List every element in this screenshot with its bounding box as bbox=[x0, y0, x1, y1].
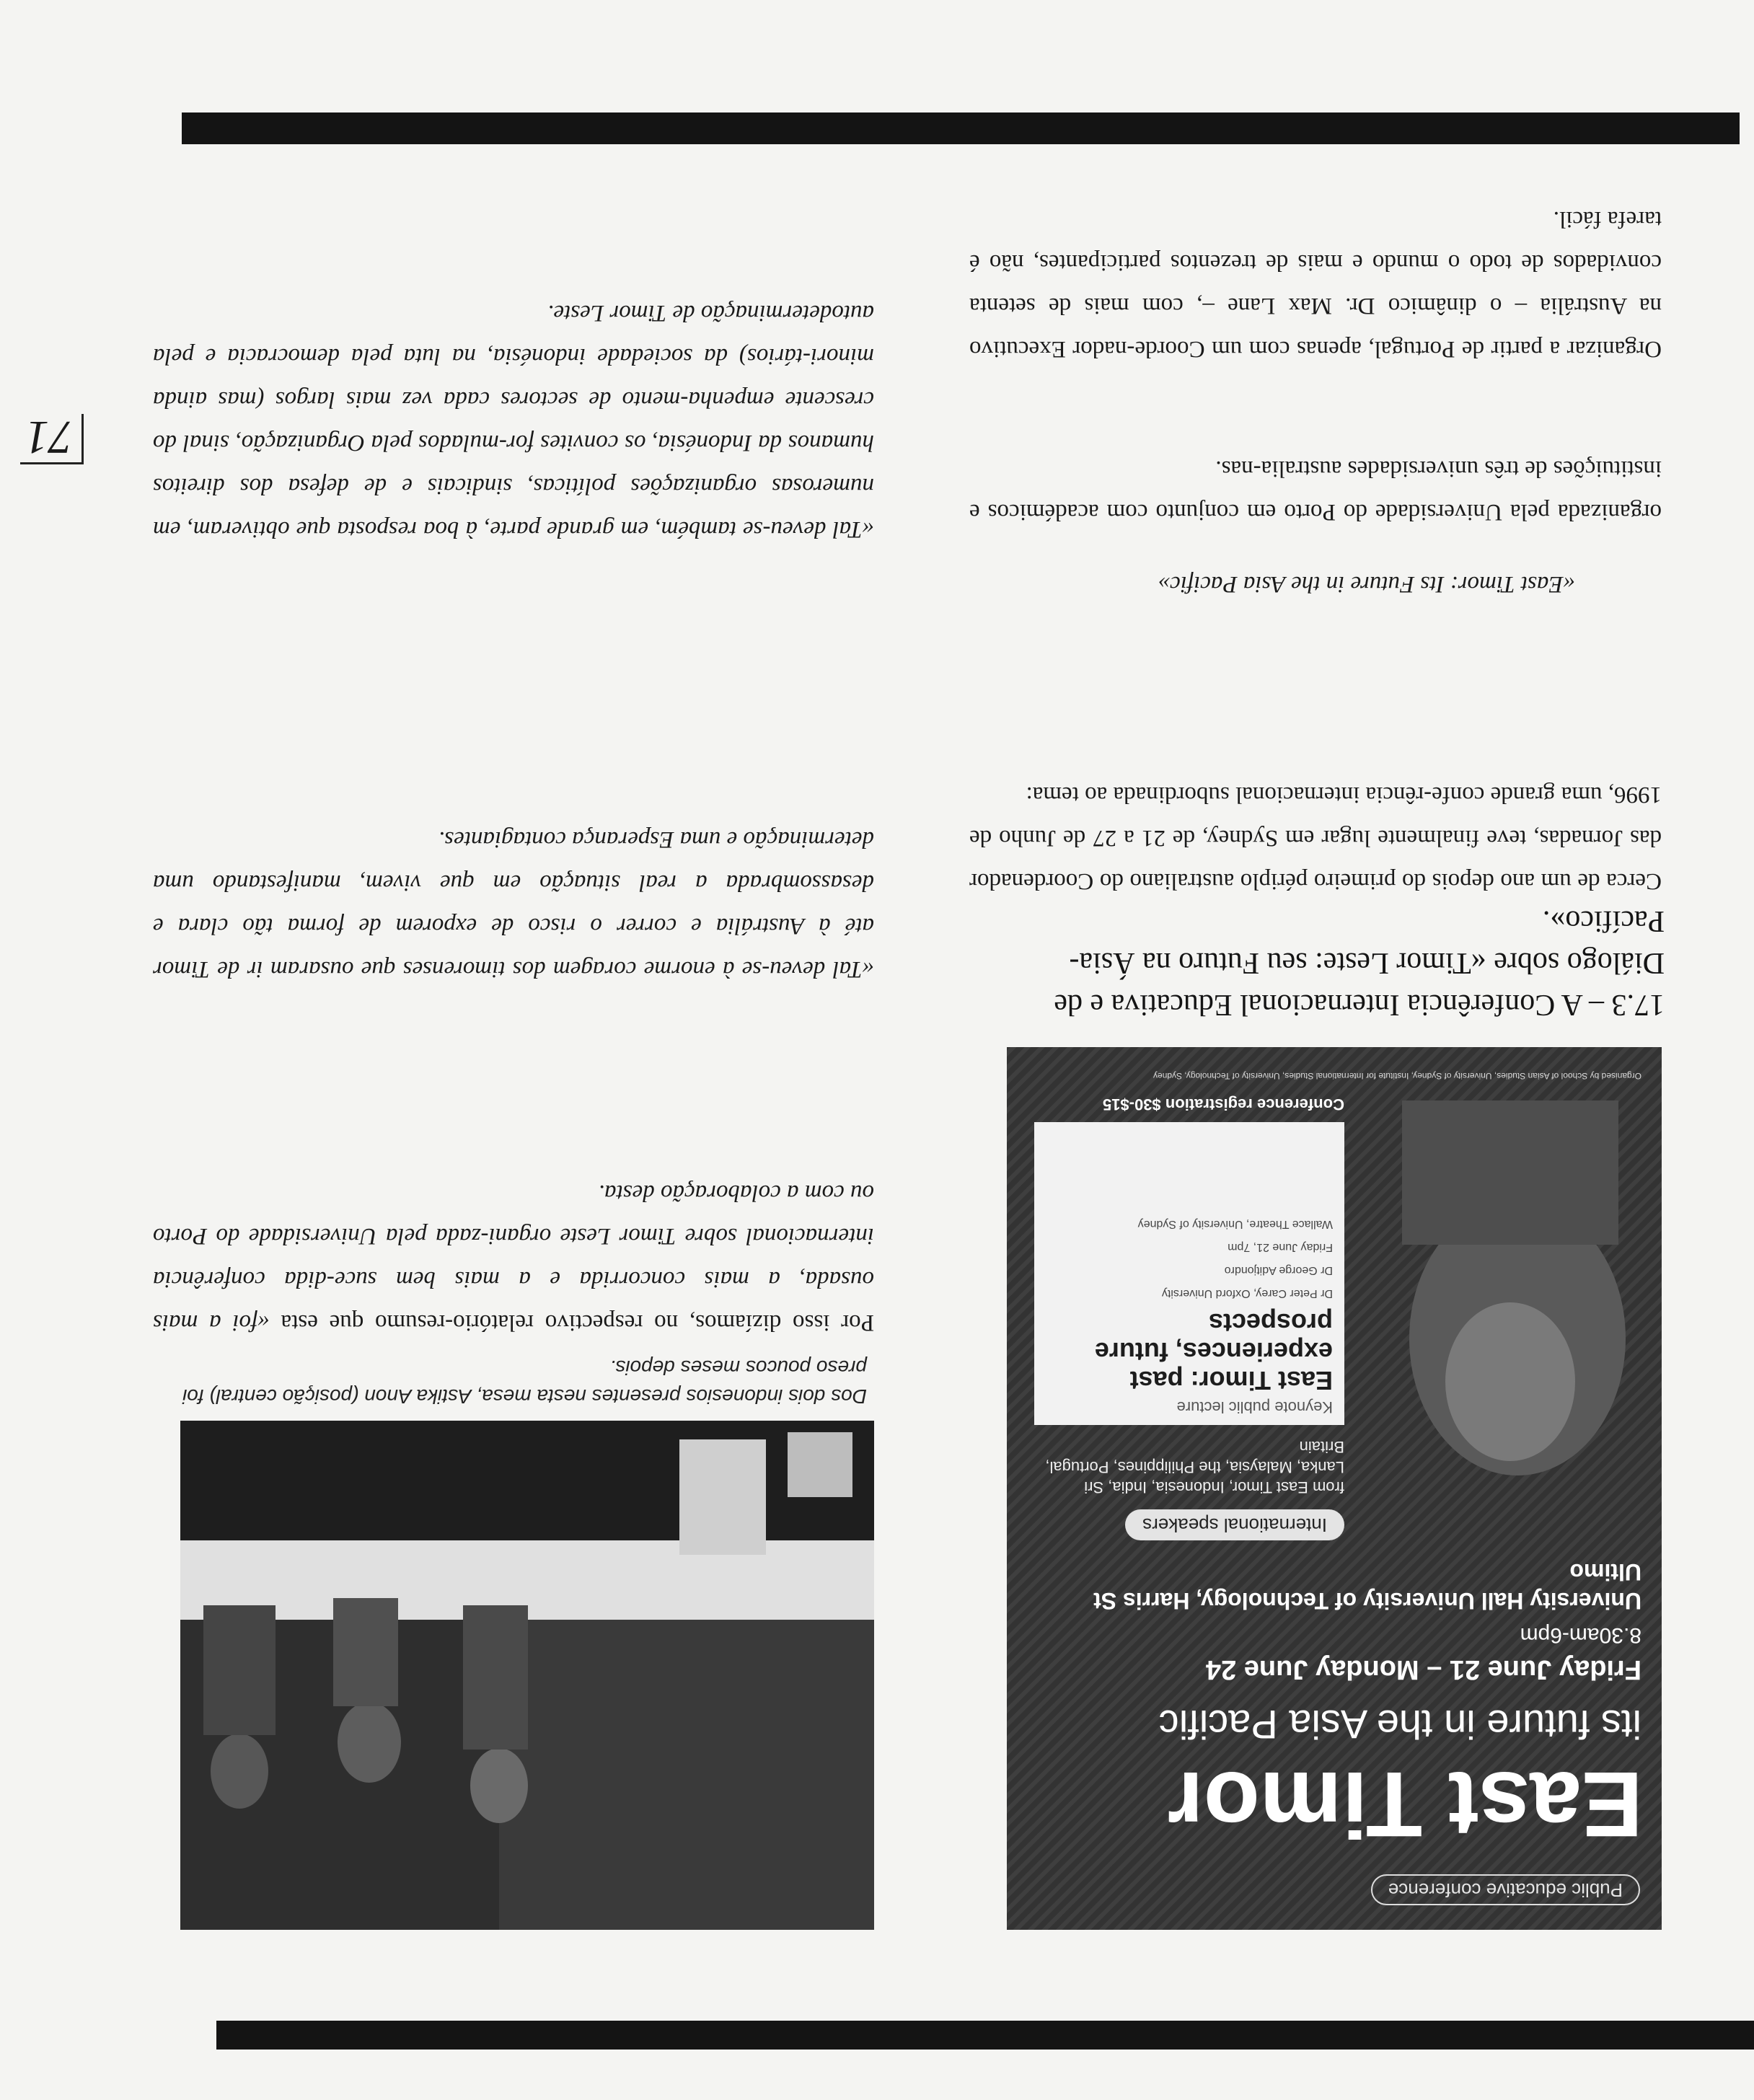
poster-organiser: Organised by School of Asian Studies, University of Sydney, Institute for International Studies, University of Technology, Sydney bbox=[1153, 1071, 1641, 1081]
keynote-speaker-2: Dr George Aditjondro bbox=[1224, 1264, 1333, 1276]
body-paragraph-1 bbox=[969, 773, 1662, 903]
keynote-date: Friday June 21, 7pm bbox=[1228, 1241, 1333, 1253]
quote-3-text: «Tal deveu-se também, em grande parte, à boa resposta que obtiveram, em numerosas organizações políticas, sindicais e de defesa dos direitos humanos da Indonésia, os convites for-mulados pela Organização, sinal do crescente empenha-mento de sectores cada vez mais largos (mas ainda minori-tários) da sociedade indonésia, na luta pela democracia e pela autodeterminação de Timor Leste. bbox=[153, 300, 874, 542]
registration-fee: Conference registration $30-$15 bbox=[1102, 1095, 1344, 1113]
speakers-origin: from East Timor, Indonesia, India, Sri Lanka, Malaysia, the Philippines, Portugal, Britain bbox=[1045, 1438, 1344, 1496]
quote-1-lead: Por isso dizíamos, no respectivo relatório-resumo que esta bbox=[281, 1310, 874, 1336]
quote-1-text: «foi a mais ousada, a mais concorrida e a mais bem suce-dida conferência internacional sobre Timor Leste organi-zada pela Universidade do Porto ou com a colaboração desta. bbox=[152, 1180, 874, 1336]
poster-subtitle: its future in the Asia Pacific bbox=[1158, 1702, 1641, 1747]
conference-theme-text: «East Timor: Its Future in the Asia Pacific» bbox=[1158, 571, 1575, 597]
poster-time: 8.30am-6pm bbox=[1520, 1623, 1641, 1647]
conference-poster bbox=[1007, 1047, 1662, 1930]
quote-paragraph-1 bbox=[153, 1171, 874, 1344]
section-title: 17.3 – A Conferência Internacional Educativa e de Diálogo sobre «Timor Leste: seu Futuro na Ásia-Pacífico». bbox=[1054, 904, 1665, 1021]
photo-caption: Dos dois indonesios presentes nesta mesa, Astika Anon (posição central) foi preso poucos meses depois. bbox=[182, 1356, 867, 1408]
body-paragraph-2 bbox=[969, 447, 1662, 534]
poster-venue: University Hall University of Technology, Harris St Ultimo bbox=[1093, 1559, 1641, 1614]
body-paragraph-3 bbox=[969, 198, 1662, 371]
top-rule bbox=[216, 2021, 1754, 2050]
poster-title: East Timor bbox=[1167, 1752, 1643, 1856]
keynote-venue: Wallace Theatre, University of Sydney bbox=[1137, 1218, 1333, 1230]
poster-dates: Friday June 21 – Monday June 24 bbox=[1206, 1654, 1641, 1685]
poster-tag: Public educative conference bbox=[1371, 1874, 1640, 1905]
keynote-panel bbox=[1034, 1122, 1344, 1425]
conference-photo bbox=[180, 1421, 874, 1930]
body-paragraph-1-text: Cerca de um ano depois do primeiro périplo australiano do Coordenador das Jornadas, teve finalmente lugar em Sydney, de 21 a 27 de Junho de 1996, uma grande confe-rência internacional subordinada ao tema: bbox=[969, 782, 1662, 894]
speakers-badge: International speakers bbox=[1125, 1509, 1344, 1540]
quote-2-text: «Tal deveu-se à enorme coragem dos timorenses que ousaram ir de Timor até à Austrália e correr o risco de exporem de forma tão clara e desassombrada a real situação em que vivem, manifestando uma determinação e uma Esperança contagiantes. bbox=[153, 826, 874, 982]
conference-theme bbox=[969, 562, 1662, 606]
page-number: 71 bbox=[20, 414, 84, 464]
bottom-rule bbox=[182, 112, 1740, 144]
keynote-kicker: Keynote public lecture bbox=[1176, 1398, 1333, 1416]
body-paragraph-3-text: Organizar a partir de Portugal, apenas com um Coorde-nador Executivo na Austrália – o dinâmico Dr. Max Lane –, com mais de setenta convidados de todo o mundo e mais de trezentos participantes, não é tarefa fácil. bbox=[969, 206, 1662, 362]
keynote-speaker-1: Dr Peter Carey, Oxford University bbox=[1161, 1287, 1333, 1300]
quote-paragraph-3 bbox=[153, 291, 874, 551]
keynote-heading: East Timor: past experiences, future prospects bbox=[1094, 1308, 1333, 1395]
body-paragraph-2-text: organizada pela Universidade do Porto em conjunto com académicos e instituições de três universidades australia-nas. bbox=[969, 456, 1662, 525]
quote-paragraph-2 bbox=[153, 818, 874, 991]
